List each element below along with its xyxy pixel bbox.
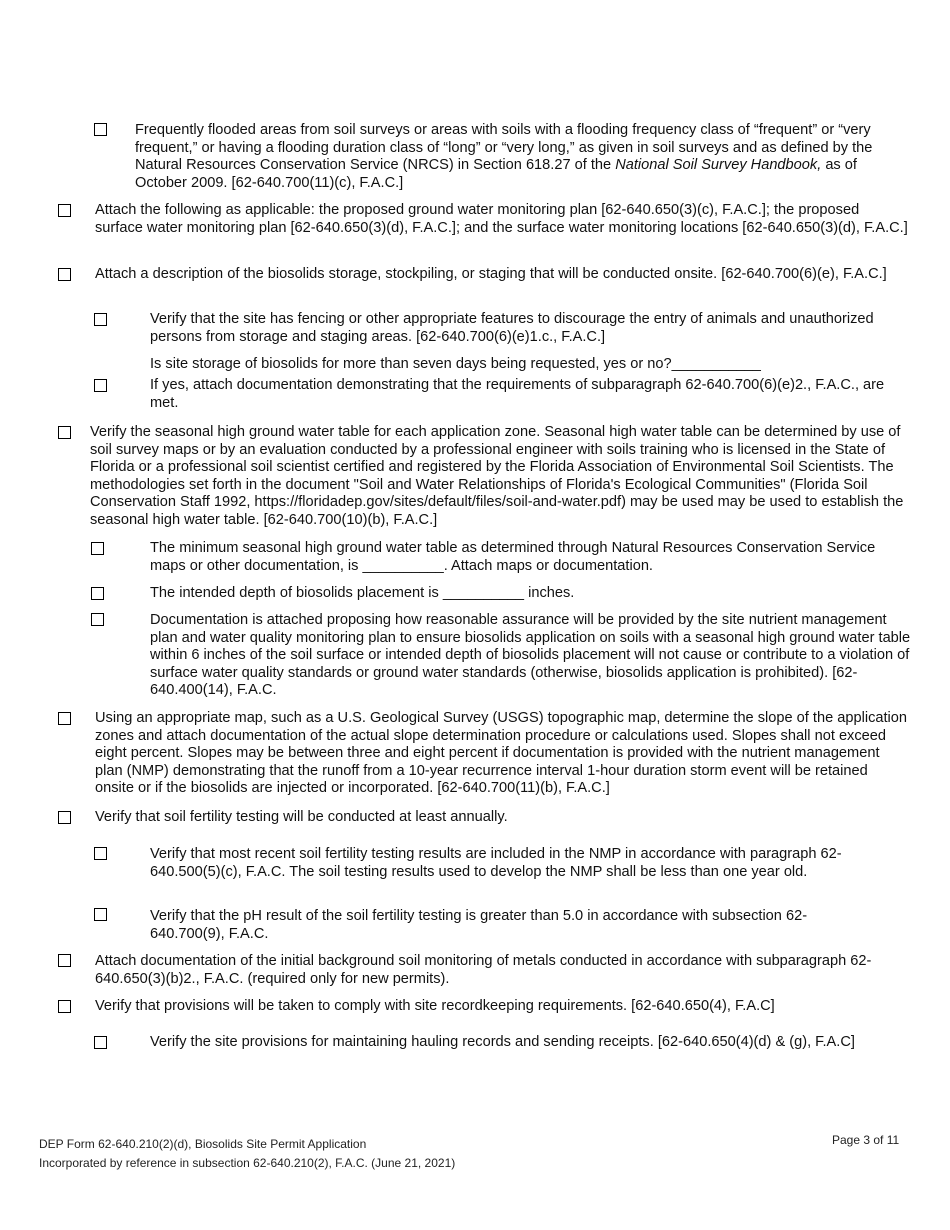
item-fencing-text: Verify that the site has fencing or other appropriate features to discourage the entry of animals and unauthorized persons from storage and staging areas. [62-640.700(6)(e)1.c., F.A.C.]: [150, 311, 874, 345]
item-ph-result-text: Verify that the pH result of the soil fertility testing is greater than 5.0 in accordance with subsection 62- 640.700(9), F.A.C.: [150, 908, 808, 942]
item-metals-monitoring-text: Attach documentation of the initial background soil monitoring of metals conducted in accordance with subparagraph 62-640.650(3)(b)2., F.A.C. (required only for new permits).: [95, 953, 872, 987]
item-water-table-text: Verify the seasonal high ground water table for each application zone. Seasonal high water table can be determined by use of soil survey maps or by an evaluation conducted by a professional engineer with soils training who is licensed in the State of Florida or a professional soil scientist certified and registered by the Florida Association of Environmental Soil Scientists. The methodologies set forth in the document "Soil and Water Relationships of Florida's Ecological Communities" (Florida Soil Conservation Staff 1992, https://floridadep.gov/sites/default/files/soil-and-water.pdf) may be used may be used to establish the seasonal high water table. [62-640.700(10)(b), F.A.C.]: [90, 424, 904, 528]
checkbox-storage-description[interactable]: [58, 268, 71, 281]
item-hauling-records-text: Verify the site provisions for maintaining hauling records and sending receipts. [62-640.650(4)(d) & (g), F.A.C]: [150, 1034, 855, 1050]
checkbox-slope[interactable]: [58, 712, 71, 725]
item-reasonable-assurance-text: Documentation is attached proposing how reasonable assurance will be provided by the site nutrient management plan and water quality monitoring plan to ensure biosolids application on soils with a seasonal high ground water table within 6 inches of the soil surface or intended depth of biosolids placement will not cause or contribute to a violation of surface water quality standards or ground water standards (otherwise, biosolids application is prohibited). [62-640.400(14), F.A.C.: [150, 612, 911, 699]
footer-form-line: DEP Form 62-640.210(2)(d), Biosolids Site Permit Application: [39, 1137, 367, 1151]
footer-incorporated-line: Incorporated by reference in subsection 62-640.210(2), F.A.C. (June 21, 2021): [39, 1156, 456, 1170]
item-monitoring-plans-text: Attach the following as applicable: the proposed ground water monitoring plan [62-640.650(3)(c), F.A.C.]; the proposed surface water monitoring plan [62-640.650(3)(d), F.A.C.]; and the surface water monitoring locations [62-640.650(3)(d), F.A.C.]: [95, 202, 908, 236]
checkbox-ph-result[interactable]: [94, 908, 107, 921]
item-placement-depth-text: The intended depth of biosolids placement is __________ inches.: [150, 585, 575, 601]
checkbox-reasonable-assurance[interactable]: [91, 613, 104, 626]
checkbox-recent-results[interactable]: [94, 847, 107, 860]
item-soil-fertility-text: Verify that soil fertility testing will be conducted at least annually.: [95, 809, 508, 825]
checkbox-soil-fertility[interactable]: [58, 811, 71, 824]
item-min-water-table-text: The minimum seasonal high ground water table as determined through Natural Resources Conservation Service maps or other documentation, is __________. Attach maps or documentation.: [150, 540, 876, 574]
checkbox-recordkeeping[interactable]: [58, 1000, 71, 1013]
checkbox-fencing[interactable]: [94, 313, 107, 326]
item-frequently-flooded-text: Frequently flooded areas from soil surveys or areas with soils with a flooding frequency class of “frequent” or “very frequent,” or having a flooding duration class of “long” or “very long,” as given in soil surveys and as defined by the Natural Resources Conservation Service (NRCS) in Section 618.27 of the National Soil Survey Handbook, as of October 2009. [62-640.700(11)(c), F.A.C.]: [135, 122, 873, 191]
item-slope-text: Using an appropriate map, such as a U.S. Geological Survey (USGS) topographic map, determine the slope of the application zones and attach documentation of the actual slope determination procedure or calculations used. Slopes shall not exceed eight percent. Slopes may be between three and eight percent if documentation is provided with the nutrient management plan (NMP) demonstrating that the runoff from a 10-year recurrence interval 1-hour duration storm event will be retained onsite or if the biosolids are injected or incorporated. [62-640.700(11)(b), F.A.C.]: [95, 710, 908, 797]
checkbox-placement-depth[interactable]: [91, 587, 104, 600]
checkbox-hauling-records[interactable]: [94, 1036, 107, 1049]
item-storage-description-text: Attach a description of the biosolids storage, stockpiling, or staging that will be conducted onsite. [62-640.700(6)(e), F.A.C.]: [95, 266, 887, 282]
item-recordkeeping-text: Verify that provisions will be taken to comply with site recordkeeping requirements. [62-640.650(4), F.A.C]: [95, 998, 775, 1014]
checkbox-water-table[interactable]: [58, 426, 71, 439]
item-recent-results-text: Verify that most recent soil fertility testing results are included in the NMP in accordance with paragraph 62- 640.500(5)(c), F.A.C. The soil testing results used to develop the NMP shall be less than one year old.: [150, 846, 842, 880]
footer-page-number: Page 3 of 11: [832, 1133, 900, 1147]
checkbox-metals-monitoring[interactable]: [58, 954, 71, 967]
checkbox-frequently-flooded[interactable]: [94, 123, 107, 136]
checkbox-storage-yes-documentation[interactable]: [94, 379, 107, 392]
checkbox-min-water-table[interactable]: [91, 542, 104, 555]
storage-question-text: Is site storage of biosolids for more than seven days being requested, yes or no?___________: [150, 356, 761, 372]
checkbox-monitoring-plans[interactable]: [58, 204, 71, 217]
item-storage-yes-text: If yes, attach documentation demonstrating that the requirements of subparagraph 62-640.700(6)(e)2., F.A.C., are met.: [150, 377, 885, 411]
